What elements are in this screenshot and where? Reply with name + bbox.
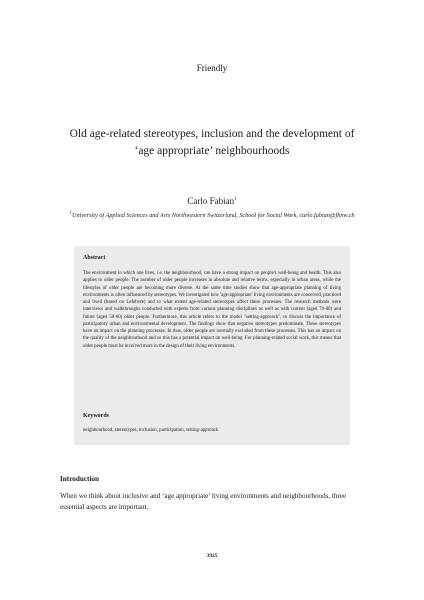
- running-header: Friendly: [196, 63, 228, 73]
- abstract-heading: Abstract: [83, 255, 106, 261]
- affiliation-text: University of Applied Sciences and Arts Northwestern Switzerland, School for Social Work, carlo.fabian@fhnw.ch: [71, 212, 355, 220]
- keywords-text: neighbourhood, stereotypes, inclusion, participation, setting-approach: [83, 428, 219, 433]
- abstract-box: [74, 246, 350, 445]
- page-number: 3925: [206, 553, 218, 559]
- author-affiliation: [60, 209, 364, 220]
- author-name: Carlo Fabian: [187, 196, 235, 206]
- affiliation-footnote-mark: 1: [69, 211, 72, 216]
- paper-title: Old age-related stereotypes, inclusion and the development of ‘age appropriate’ neighbourhoods: [69, 128, 355, 157]
- introduction-paragraph: When we think about inclusive and ‘age appropriate’ living environments and neighbourhoods, three essential aspects are important.: [60, 492, 347, 511]
- introduction-heading: Introduction: [60, 475, 100, 483]
- author-footnote-mark: 1: [234, 197, 237, 202]
- author-line: [0, 196, 424, 206]
- keywords-heading: Keywords: [83, 413, 109, 419]
- abstract-text: The environment in which one lives, i.e. the neighbourhood, can have a strong impact on people's well-being and health. This also applies to older people. The number of older people increases in absolute and relative terms, especially in urban areas, while the lifestyles of older people are becoming more diverse. At the same time studies show that age-appropriate planning of living environments is often influenced by stereotypes. We investigated how 'age-appropriate' living environments are conceived, practiced and lived (based on Lefebvre) and to what extent age-related stereotypes affect these processes. The research methods were interviews and walkthroughs conducted with experts from various planning disciplines as well as with current (aged 70-80) and future (aged 50-60) older people. Furthermore, this article refers to the model "setting-approach", to discuss the importance of participatory urban and environmental development. The findings show that negative stereotypes predominate. These stereotypes have an impact on the planning processes. In thus, older people are normally excluded from these processes. This has an impact on the quality of the neighbourhood and so this has a potential impact on well-being. For planning-related social work, this means that older people must be involved more in the design of their living environments.: [83, 271, 341, 349]
